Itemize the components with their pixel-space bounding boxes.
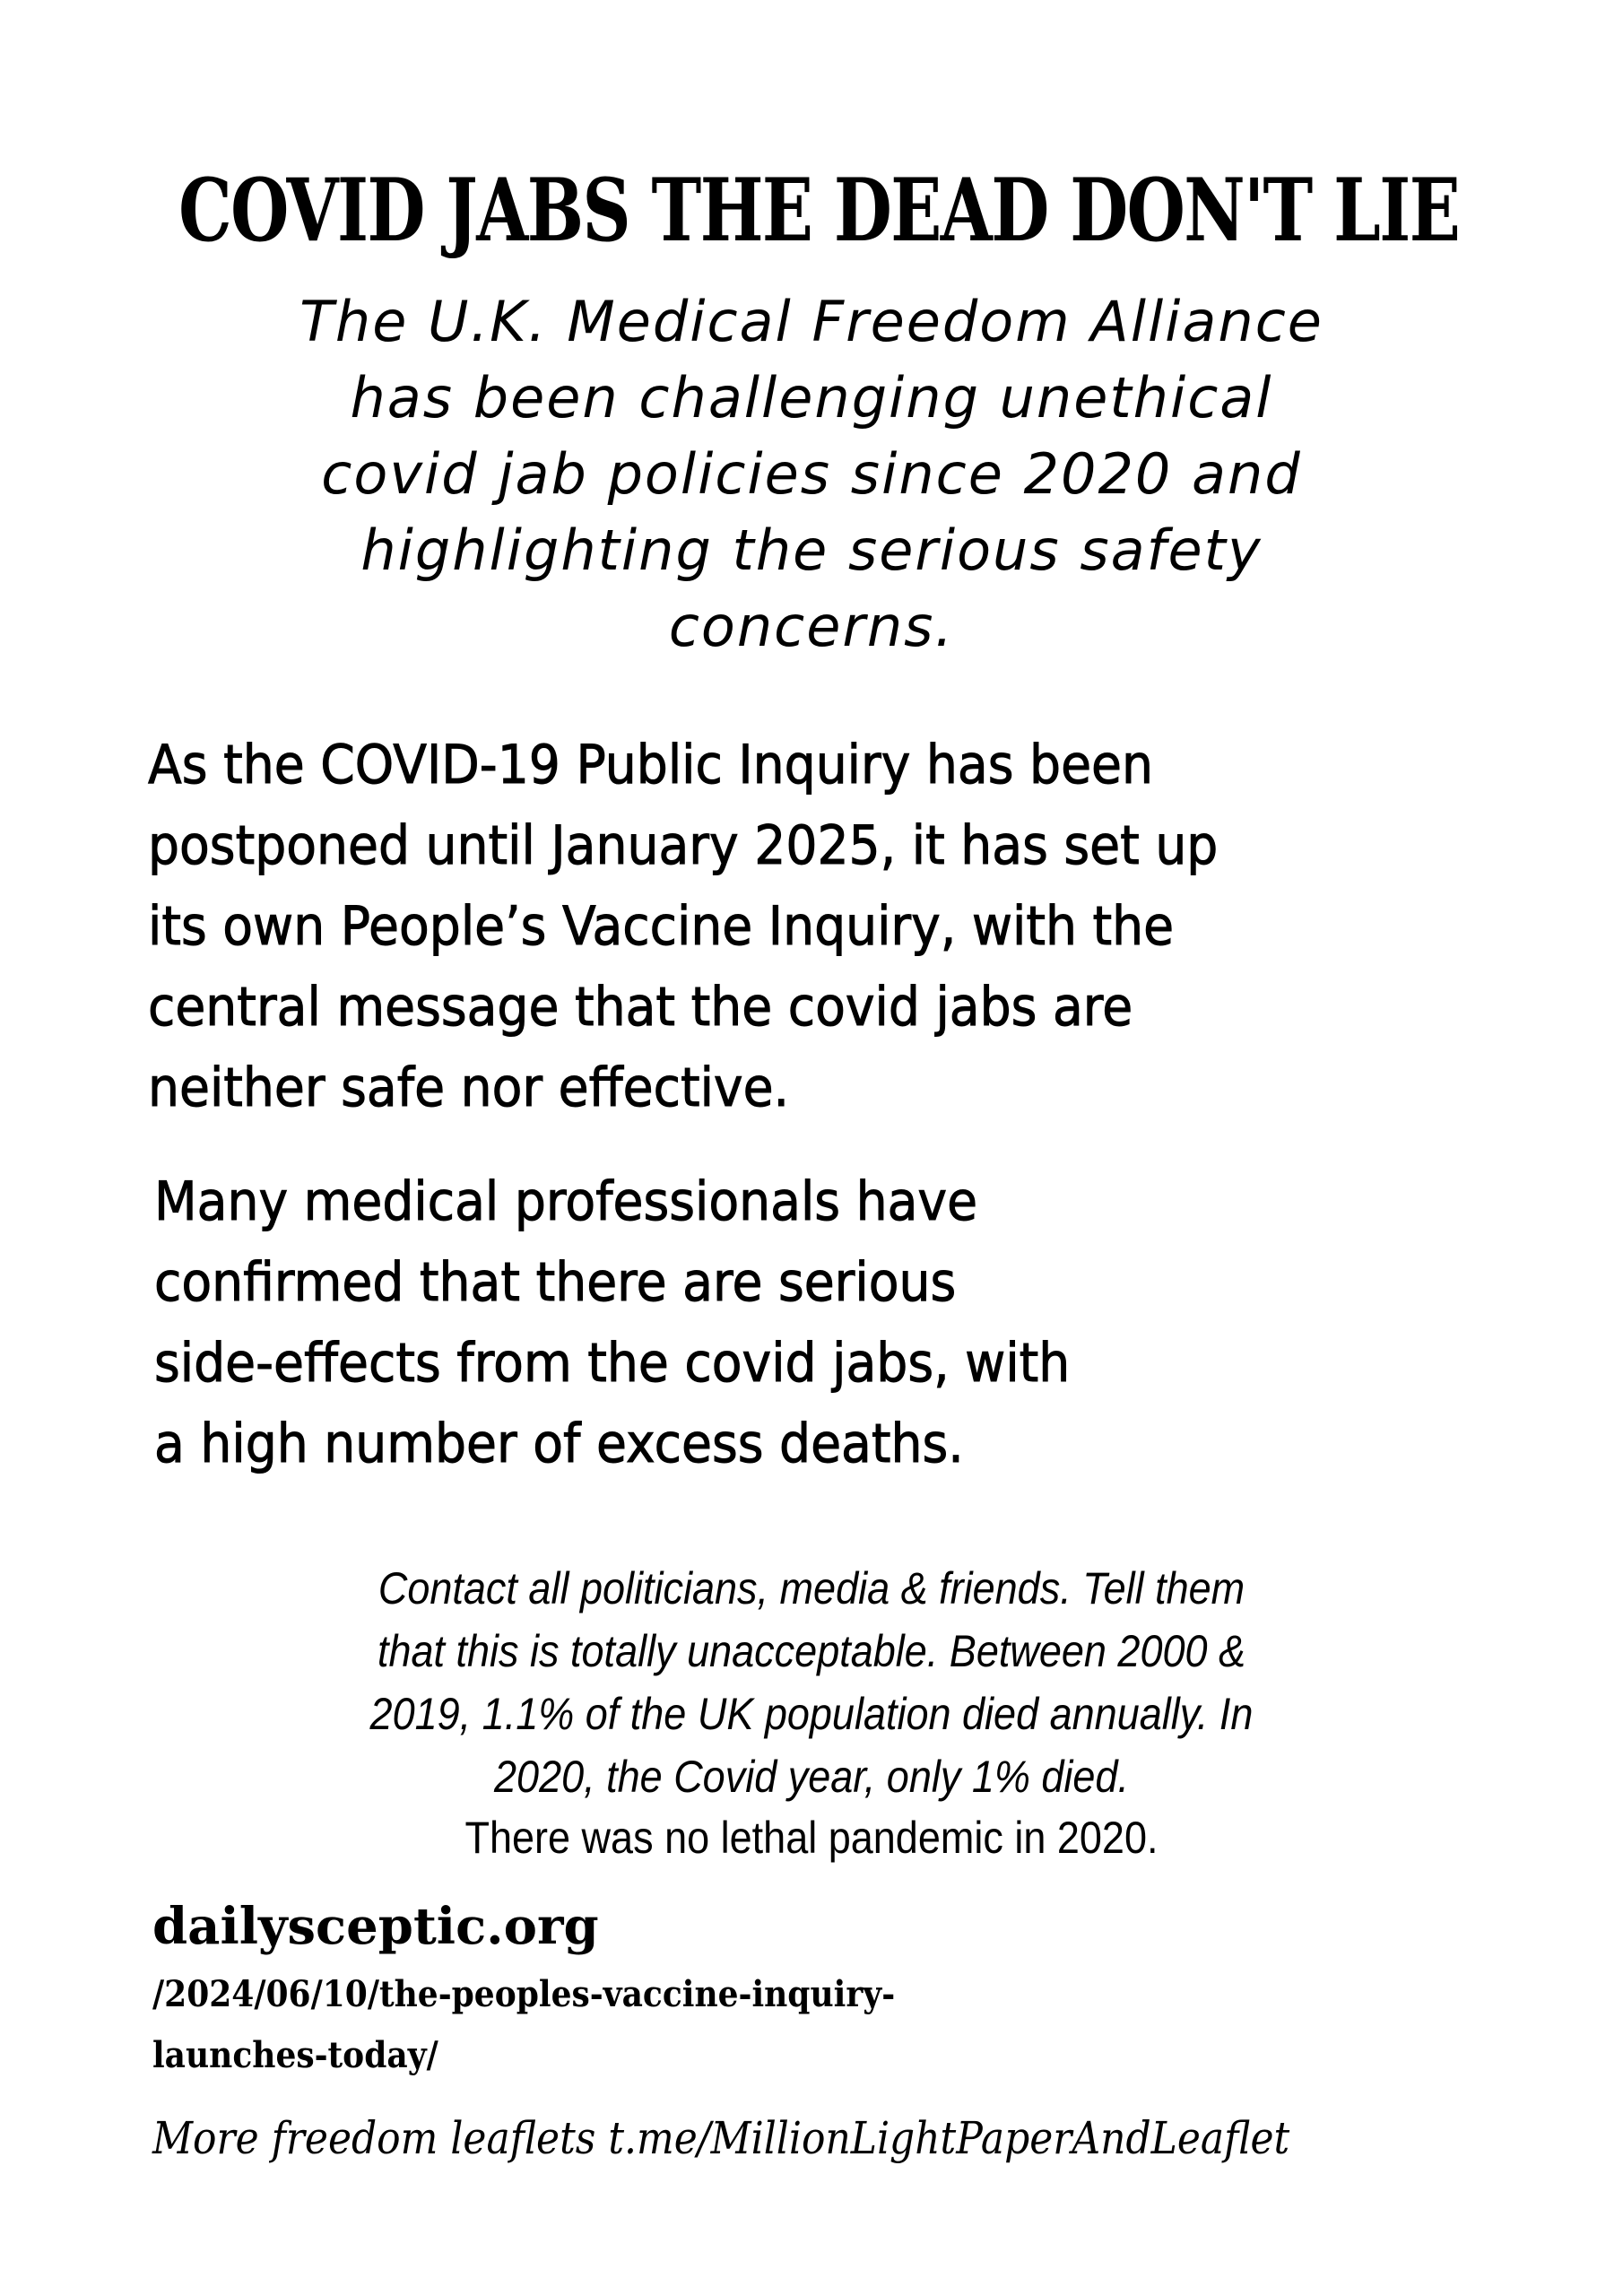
intro-line: covid jab policies since 2020 and [321, 441, 1302, 507]
footer-link[interactable]: More freedom leaflets t.me/MillionLightPaperAndLeaflet [152, 2112, 1290, 2164]
contact-line: Contact all politicians, media & friends. Tell them [378, 1563, 1245, 1613]
contact-line: 2019, 1.1% of the UK population died annually. In [369, 1689, 1254, 1739]
leaflet-title: COVID JABS THE DEAD DON'T LIE [178, 160, 1460, 261]
intro-line: has been challenging unethical [350, 365, 1273, 430]
intro-line: concerns. [668, 594, 955, 659]
paragraph1-line: postponed until January 2025, it has set up [148, 814, 1219, 877]
intro-line: The U.K. Medical Freedom Alliance [299, 289, 1324, 354]
paragraph2-line: side-effects from the covid jabs, with [154, 1332, 1071, 1395]
source-path-line[interactable]: /2024/06/10/the-peoples-vaccine-inquiry- [152, 1973, 896, 2015]
paragraph1-line: central message that the covid jabs are [148, 976, 1133, 1039]
contact-line: There was no lethal pandemic in 2020. [464, 1813, 1159, 1863]
source-path-line[interactable]: launches-today/ [152, 2034, 438, 2076]
paragraph1-line: neither safe nor effective. [148, 1057, 790, 1119]
paragraph1-line: its own People’s Vaccine Inquiry, with the [148, 895, 1175, 958]
contact-line: 2020, the Covid year, only 1% died. [494, 1752, 1129, 1802]
source-site-link[interactable]: dailysceptic.org [152, 1897, 599, 1956]
intro-line: highlighting the serious safety [360, 517, 1263, 583]
paragraph2-line: Many medical professionals have [154, 1170, 978, 1233]
paragraph2-line: a high number of excess deaths. [154, 1413, 964, 1475]
paragraph1-line: As the COVID-19 Public Inquiry has been [148, 734, 1153, 796]
paragraph2-line: confirmed that there are serious [154, 1251, 957, 1314]
contact-line: that this is totally unacceptable. Between 2000 & [377, 1626, 1246, 1676]
